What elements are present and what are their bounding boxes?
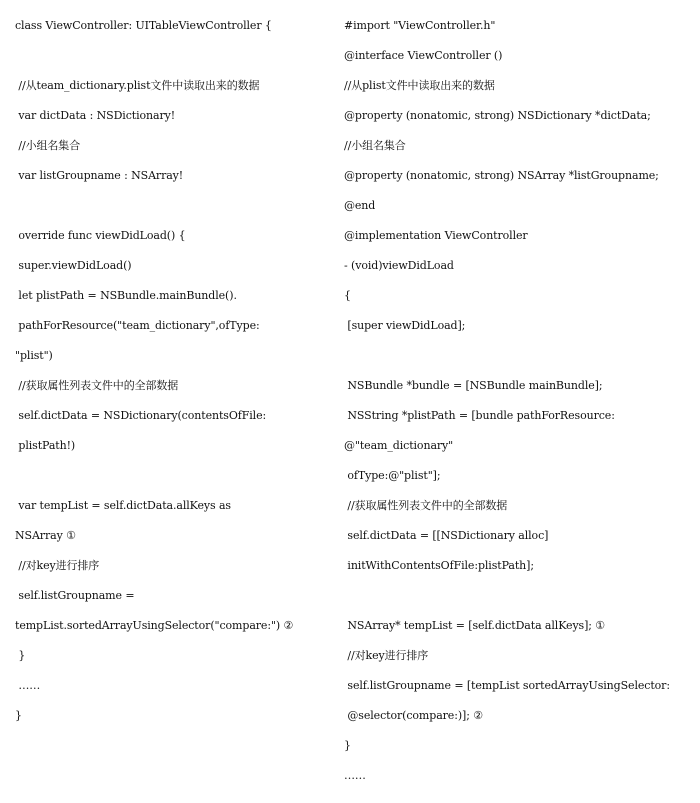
objc-code-line: }	[344, 739, 351, 752]
swift-code-line: class ViewController: UITableViewController {	[15, 19, 272, 32]
swift-code-line: var tempList = self.dictData.allKeys as	[15, 499, 231, 512]
objc-code-line: //对key进行排序	[344, 649, 429, 662]
objc-code-line: @interface ViewController ()	[344, 49, 503, 62]
swift-code-line	[15, 461, 333, 491]
swift-code-line: pathForResource("team_dictionary",ofType:	[15, 319, 260, 332]
objc-code-line: //获取属性列表文件中的全部数据	[344, 499, 508, 512]
objc-code-line	[344, 341, 694, 371]
swift-code-line: override func viewDidLoad() {	[15, 229, 186, 242]
objc-code-line: initWithContentsOfFile:plistPath];	[344, 559, 534, 572]
swift-code-line: self.dictData = NSDictionary(contentsOfFile:	[15, 409, 267, 422]
objc-code-line: //从plist文件中读取出来的数据	[344, 79, 495, 92]
swift-code-line: //从team_dictionary.plist文件中读取出来的数据	[15, 79, 260, 92]
objc-code-line: @property (nonatomic, strong) NSArray *listGroupname;	[344, 169, 659, 182]
swift-code-line: let plistPath = NSBundle.mainBundle().	[15, 289, 237, 302]
objc-code-line: @property (nonatomic, strong) NSDictionary *dictData;	[344, 109, 651, 122]
swift-code-line: plistPath!)	[15, 439, 76, 452]
objc-code-line: [super viewDidLoad];	[344, 319, 466, 332]
objc-code-line: @selector(compare:)]; ②	[344, 709, 483, 722]
swift-code-line: super.viewDidLoad()	[15, 259, 132, 272]
swift-code-line: //获取属性列表文件中的全部数据	[15, 379, 179, 392]
swift-code-line: tempList.sortedArrayUsingSelector("compare:") ②	[15, 619, 294, 632]
swift-code-line: }	[15, 649, 26, 662]
objc-code-line: #import "ViewController.h"	[344, 19, 496, 32]
objc-code-line: //小组名集合	[344, 139, 406, 152]
objc-code-line: NSString *plistPath = [bundle pathForResource:	[344, 409, 615, 422]
swift-code-line: }	[15, 709, 22, 722]
swift-code-column	[15, 11, 333, 731]
objc-code-line: NSBundle *bundle = [NSBundle mainBundle];	[344, 379, 603, 392]
objc-code-line: ……	[344, 769, 366, 782]
objc-code-line: self.dictData = [[NSDictionary alloc]	[344, 529, 549, 542]
objc-code-line: NSArray* tempList = [self.dictData allKeys]; ①	[344, 619, 606, 632]
swift-code-line: //对key进行排序	[15, 559, 100, 572]
objc-code-line: self.listGroupname = [tempList sortedArrayUsingSelector:	[344, 679, 670, 692]
swift-code-line	[15, 191, 333, 221]
swift-code-line: "plist")	[15, 349, 53, 362]
swift-code-line: //小组名集合	[15, 139, 81, 152]
objc-code-line: @"team_dictionary"	[344, 439, 454, 452]
swift-code-line: self.listGroupname =	[15, 589, 135, 602]
swift-code-line: NSArray ①	[15, 529, 76, 542]
swift-code-line: ……	[15, 679, 41, 692]
swift-code-line: var listGroupname : NSArray!	[15, 169, 184, 182]
objc-code-column	[344, 11, 694, 791]
swift-code-line	[15, 41, 333, 71]
objc-code-line: ofType:@"plist"];	[344, 469, 441, 482]
objc-code-line: {	[344, 289, 351, 302]
objc-code-line: - (void)viewDidLoad	[344, 259, 454, 272]
swift-code-line: var dictData : NSDictionary!	[15, 109, 176, 122]
objc-code-line	[344, 581, 694, 611]
objc-code-line: @implementation ViewController	[344, 229, 528, 242]
objc-code-line: @end	[344, 199, 376, 212]
